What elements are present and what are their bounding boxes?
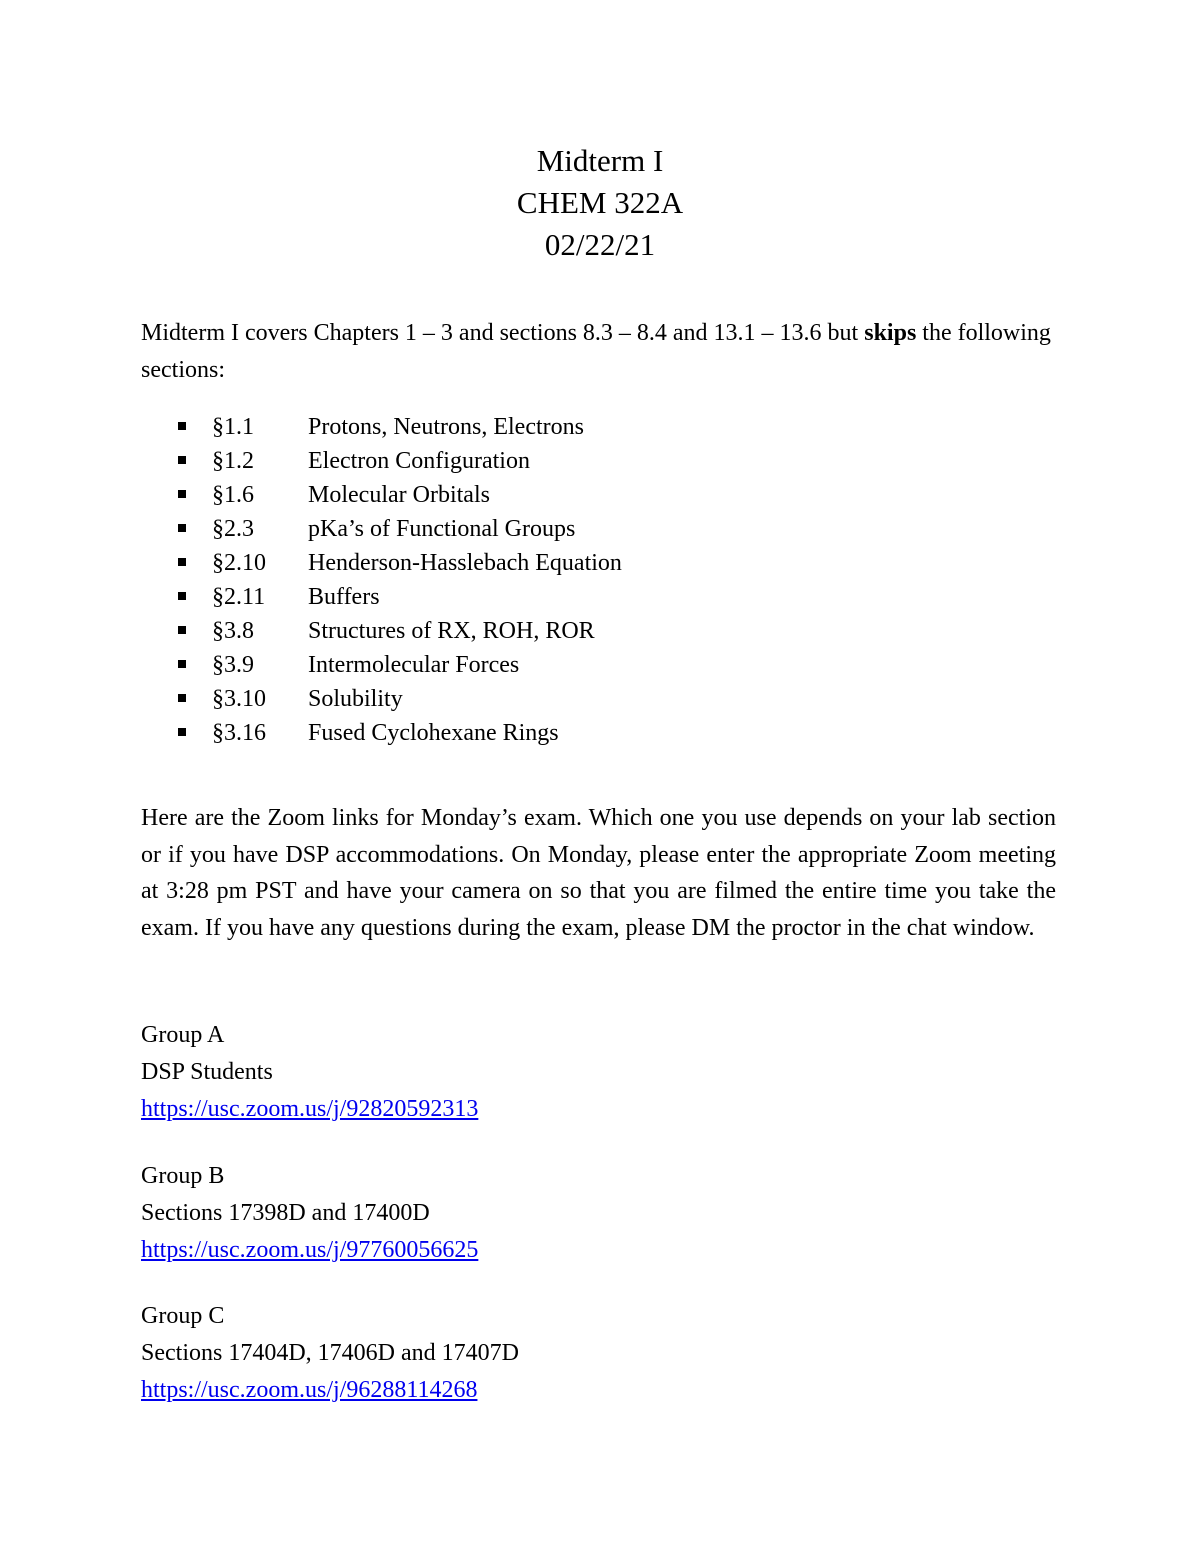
- group-c-block: [141, 1298, 1061, 1409]
- group-a-zoom-link[interactable]: https://usc.zoom.us/j/92820592313: [141, 1096, 479, 1122]
- zoom-instructions-paragraph: Here are the Zoom links for Monday’s exam. Which one you use depends on your lab section or if you have DSP accommodations. On Monday, please enter the appropriate Zoom meeting at 3:28 pm PST and have your camera on so that you are filmed the entire time you take the exam. If you have any questions during the exam, please DM the proctor in the chat window.: [141, 805, 1056, 941]
- section-number: §3.9: [212, 652, 254, 678]
- list-item: [178, 410, 622, 444]
- skipped-sections-list: [178, 410, 622, 750]
- square-bullet-icon: [178, 490, 186, 498]
- group-b-zoom-link[interactable]: https://usc.zoom.us/j/97760056625: [141, 1237, 479, 1263]
- section-topic: Structures of RX, ROH, ROR: [308, 618, 595, 644]
- section-number: §2.11: [212, 584, 266, 610]
- section-number: §2.3: [212, 516, 254, 542]
- section-topic: Molecular Orbitals: [308, 482, 490, 508]
- section-topic: Buffers: [308, 584, 380, 610]
- group-name: Group A: [141, 1022, 225, 1048]
- square-bullet-icon: [178, 728, 186, 736]
- group-description: Sections 17404D, 17406D and 17407D: [141, 1340, 519, 1366]
- intro-text-before: Midterm I covers Chapters 1 – 3 and sections 8.3 – 8.4 and 13.1 – 13.6 but: [141, 320, 865, 346]
- square-bullet-icon: [178, 626, 186, 634]
- section-number: §1.6: [212, 482, 254, 508]
- section-number: §1.2: [212, 448, 254, 474]
- list-item: [178, 614, 622, 648]
- section-topic: Protons, Neutrons, Electrons: [308, 414, 584, 440]
- title-block: [0, 140, 1200, 266]
- course-code: CHEM 322A: [516, 185, 684, 220]
- group-description: DSP Students: [141, 1059, 273, 1085]
- intro-text-after: the following sections:: [141, 320, 1051, 383]
- list-item: [178, 682, 622, 716]
- section-topic: Henderson-Hasslebach Equation: [308, 550, 622, 576]
- group-a-block: [141, 1017, 1061, 1128]
- coverage-intro: [141, 315, 1061, 389]
- square-bullet-icon: [178, 422, 186, 430]
- section-topic: Intermolecular Forces: [308, 652, 520, 678]
- list-item: [178, 444, 622, 478]
- list-item: [178, 648, 622, 682]
- list-item: [178, 478, 622, 512]
- section-number: §3.16: [212, 720, 266, 746]
- section-number: §3.10: [212, 686, 266, 712]
- list-item: [178, 546, 622, 580]
- section-topic: Electron Configuration: [308, 448, 530, 474]
- group-c-zoom-link[interactable]: https://usc.zoom.us/j/96288114268: [141, 1377, 478, 1403]
- list-item: [178, 580, 622, 614]
- square-bullet-icon: [178, 694, 186, 702]
- section-topic: Fused Cyclohexane Rings: [308, 720, 559, 746]
- square-bullet-icon: [178, 592, 186, 600]
- section-number: §3.8: [212, 618, 254, 644]
- list-item: [178, 716, 622, 750]
- square-bullet-icon: [178, 558, 186, 566]
- section-topic: pKa’s of Functional Groups: [308, 516, 576, 542]
- exam-title: Midterm I: [536, 143, 664, 178]
- square-bullet-icon: [178, 456, 186, 464]
- list-item: [178, 512, 622, 546]
- group-description: Sections 17398D and 17400D: [141, 1200, 430, 1226]
- group-b-block: [141, 1158, 1061, 1269]
- section-topic: Solubility: [308, 686, 403, 712]
- exam-date: 02/22/21: [544, 227, 656, 262]
- group-name: Group B: [141, 1163, 225, 1189]
- group-name: Group C: [141, 1303, 225, 1329]
- square-bullet-icon: [178, 524, 186, 532]
- intro-bold-word: skips: [864, 320, 917, 346]
- section-number: §1.1: [212, 414, 254, 440]
- square-bullet-icon: [178, 660, 186, 668]
- section-number: §2.10: [212, 550, 266, 576]
